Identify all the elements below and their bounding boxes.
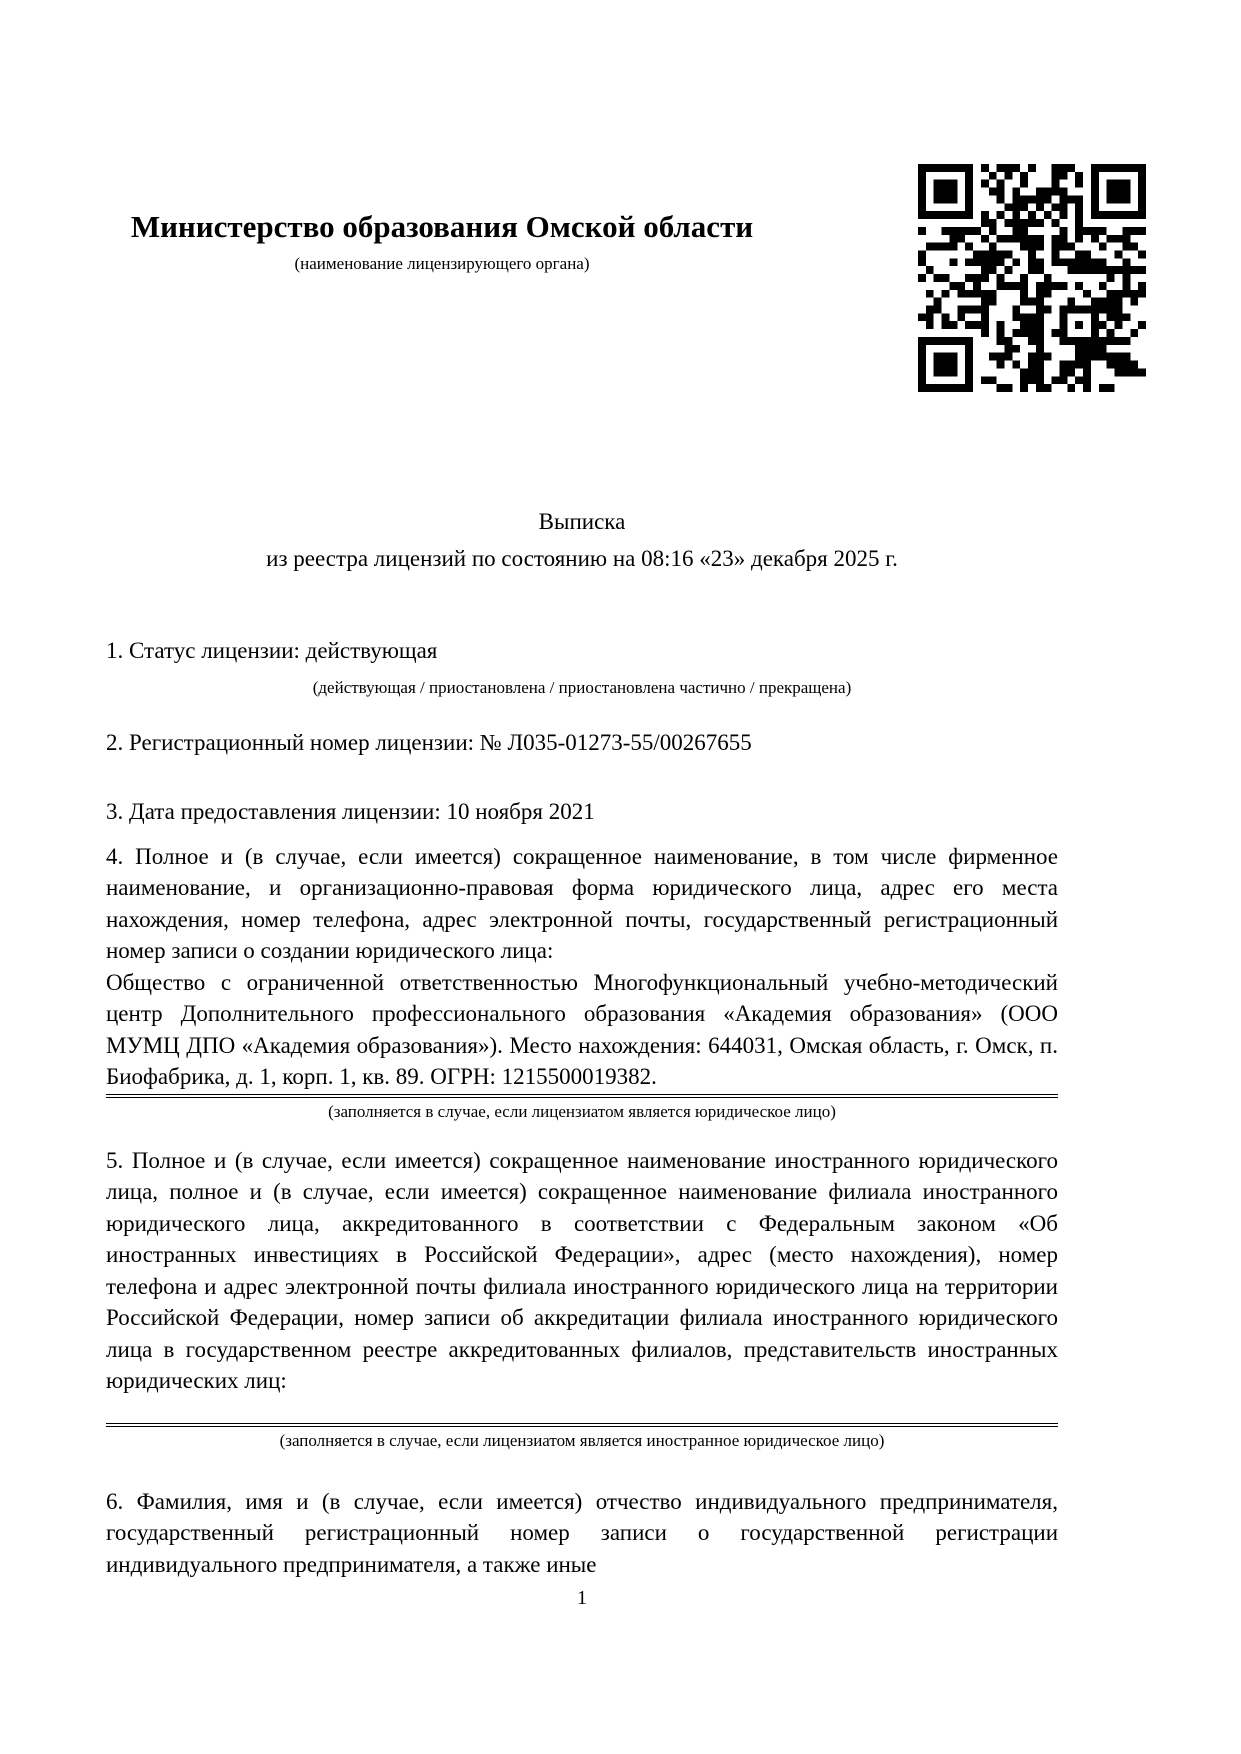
section-foreign-entity-intro: 5. Полное и (в случае, если имеется) сокращенное наименование иностранного юридического лица, полное и (в случае, если имеется) сокращенное наименование филиала иностранного юридического лица, аккредитованного в соответствии с Федеральным законом «Об иностранных инвестициях в Российской Федерации», адрес (место нахождения), номер телефона и адрес электронной почты филиала иностранного юридического лица на территории Российской Федерации, номер записи об аккредитации филиала иностранного юридического лица в государственном реестре аккредитованных филиалов, представительств иностранных юридических лиц: [106, 1147, 1058, 1393]
section-legal-entity-value: Общество с ограниченной ответственностью Многофункциональный учебно-методический центр Дополнительного профессионального образования «Академия образования» (ООО МУМЦ ДПО «Академия образования»). Место нахождения: 644031, Омская область, г. Омск, п. Биофабрика, д. 1, корп. 1, кв. 89. ОГРН: 1215500019382. [106, 969, 1058, 1089]
legal-entity-fill-rule [106, 1094, 1058, 1098]
page-number: 1 [577, 1587, 587, 1609]
document-title-line2: из реестра лицензий по состоянию на 08:16 «23» декабря 2025 г. [266, 546, 898, 571]
section-foreign-entity-caption: (заполняется в случае, если лицензиатом является иностранное юридическое лицо) [279, 1430, 885, 1450]
section-license-status: 1. Статус лицензии: действующая [106, 638, 438, 663]
section-grant-date: 3. Дата предоставления лицензии: 10 ноября 2021 [106, 799, 595, 824]
section-individual-entrepreneur-intro: 6. Фамилия, имя и (в случае, если имеется) отчество индивидуального предпринимателя, государственный регистрационный номер записи о государственной регистрации индивидуального предпринимателя, а также иные [106, 1488, 1058, 1577]
document-content [106, 0, 1058, 1611]
section-legal-entity-intro: 4. Полное и (в случае, если имеется) сокращенное наименование, в том числе фирменное наименование, и организационно-правовая форма юридического лица, адрес его места нахождения, номер телефона, адрес электронной почты, государственный регистрационный номер записи о создании юридического лица: [106, 843, 1058, 963]
document-title-line1: Выписка [538, 509, 626, 534]
section-registration-number: 2. Регистрационный номер лицензии: № Л035-01273-55/00267655 [106, 729, 752, 755]
section-license-status-caption: (действующая / приостановлена / приостановлена частично / прекращена) [312, 677, 852, 697]
section-legal-entity-caption: (заполняется в случае, если лицензиатом является юридическое лицо) [328, 1101, 836, 1121]
document-title [106, 503, 1058, 577]
foreign-entity-fill-rule [106, 1423, 1058, 1427]
licensing-authority-caption: (наименование лицензирующего органа) [294, 254, 590, 273]
licensing-authority-name: Министерство образования Омской области [130, 209, 754, 244]
licensing-authority-block [106, 206, 778, 275]
